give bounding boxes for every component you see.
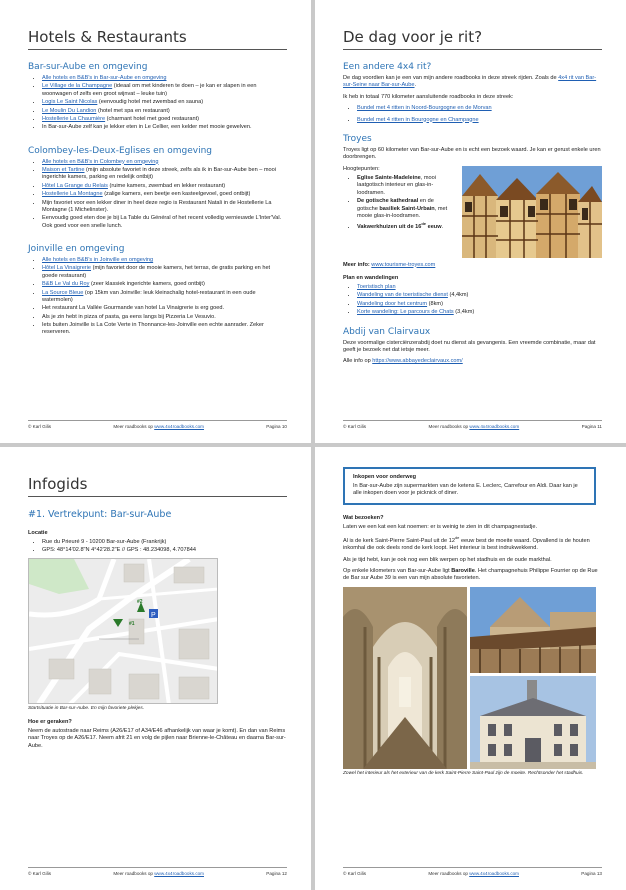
hotel-desc: Iets buiten Joinville is La Cote Verte in Thonnance-les-Joinville een echte aanrader. Zeker reserveren.	[42, 322, 264, 336]
church-interior-photo	[343, 587, 467, 769]
footer-page: Pagina 10	[266, 424, 287, 429]
hotel-desc: Mijn favoriet voor een lekker diner in heel deze regio is Restaurant Natali in de Hostellerie La Montagne (1 Michelinster).	[42, 199, 272, 213]
paragraph: Al is de kerk Saint-Pierre Saint-Paul uit de 12de eeuw best de moeite waard. Opvallend is de houten inkomhal die ook deels rond de kerk loopt. Het interieur is best indrukwekkend.	[343, 535, 590, 552]
list-item	[42, 215, 287, 230]
page-title: Infogids	[28, 475, 287, 497]
page-title: De dag voor je rit?	[343, 28, 602, 50]
hotel-link[interactable]: Le Village de la Champagne	[42, 83, 113, 90]
plan-link[interactable]: Korte wandeling: Le parcours de Chats	[357, 309, 454, 316]
hotel-list-bar-sur-aube	[28, 75, 287, 132]
section-heading: Een andere 4x4 rit?	[343, 62, 432, 72]
subheading: Hoe er geraken?	[28, 718, 72, 725]
hotel-desc: In Bar-sur-Aube zelf kan je lekker eten in Le Cellier, een kelder met mooie gewelven.	[42, 124, 252, 131]
map-label-2: #2	[137, 598, 143, 605]
hotel-desc: (op 15km van Joinville: leuk kleinschalig hotel-restaurant in een oude watermolen)	[42, 289, 256, 303]
page-footer	[343, 420, 602, 429]
paragraph: Neem de autostrade naar Reims (A26/E17 of A34/E46 afhankelijk van waar je komt). En dan van Reims naar Troyes op de A26/E17. Neem afrit 21 en volg de pijlen naar Brienne-le-Château en daarna Bar-sur-Aube.	[28, 727, 286, 749]
hotel-link[interactable]: Logis Le Saint Nicolas	[42, 99, 98, 106]
page-footer	[28, 420, 287, 429]
paragraph: De dag voordien kan je een van mijn andere roadbooks in deze streek rijden. Zoals de 4x4 rit van Bar-sur-Seine naar Bar-sur-Aube.	[343, 75, 597, 89]
church-gallery-icon	[470, 587, 596, 673]
footer-site-link[interactable]: www.4x4roadbooks.com	[469, 424, 520, 429]
section-heading: Troyes	[343, 133, 372, 144]
hotel-desc: (hotel met spa en restaurant)	[96, 107, 170, 114]
list-item	[42, 257, 287, 264]
footer-author: © Karl Gilis	[343, 424, 367, 429]
footer-page: Pagina 13	[581, 871, 602, 876]
section-heading: Bar-sur-Aube en omgeving	[28, 62, 148, 72]
hotel-link[interactable]: Hostellerie La Chaumière	[42, 115, 106, 122]
footer-author: © Karl Gilis	[28, 871, 52, 876]
hotel-link[interactable]: Alle hotels en B&B's in Bar-sur-Aube en omgeving	[42, 75, 167, 81]
hotel-desc: (eenvoudig hotel met zwembad en sauna)	[97, 99, 204, 106]
list-item	[42, 159, 287, 166]
paragraph: Laten we een kat een kat noemen: er is weinig te zien in dit champagnestadje.	[343, 523, 538, 530]
list-item	[42, 75, 287, 82]
paragraph: Ik heb in totaal 770 kilometer aansluitende roadbooks in deze streek:	[343, 93, 514, 100]
list-item: • Wandeling door het centrum (8km)	[357, 301, 602, 308]
hotel-link[interactable]: Le Moulin Du Landion	[42, 107, 97, 114]
half-timbered-houses-icon	[462, 166, 602, 258]
plan-link[interactable]: Toeristisch plan	[357, 284, 396, 290]
list-item: • De gotische kathedraal en de gotische basiliek Saint-Urbain, met mooie glas-in-loodramen.	[357, 198, 456, 220]
footer-site-link[interactable]: www.4x4roadbooks.com	[469, 871, 519, 876]
plan-link[interactable]: Wandeling van de toeristische dienst	[357, 292, 448, 299]
footer-more: Meer roadbooks op www.4x4roadbooks.com	[428, 424, 520, 429]
plan-list	[343, 284, 602, 317]
hotel-desc: (zalige kamers, een beetje een kasteelgevoel, goed ontbijt)	[102, 191, 251, 198]
location-list	[28, 539, 287, 555]
list-item	[42, 200, 287, 215]
hotel-link[interactable]: Alle hotels en B&B's in Colombey en omgeving	[42, 158, 159, 165]
church-exterior-photo	[470, 587, 596, 673]
hotel-list-colombey	[28, 159, 287, 230]
list-item	[42, 290, 287, 305]
list-item: • Wandeling van de toeristische dienst (4,4km)	[357, 292, 602, 299]
hotel-desc: (zeer klassiek ingerichte kamers, goed ontbijt)	[89, 281, 205, 288]
footer-site-link[interactable]: www.4x4roadbooks.com	[154, 871, 204, 876]
list-item: • Korte wandeling: Le parcours de Chats (3,4km)	[357, 309, 602, 316]
list-item: • Rue du Prieuré 9 - 10200 Bar-sur-Aube (Frankrijk)	[42, 539, 287, 546]
paragraph: Als je tijd hebt, kan je ook nog een blik werpen op het stadhuis en de oude markthal.	[343, 556, 552, 563]
section-heading: Colombey-les-Deux-Eglises en omgeving	[28, 145, 212, 156]
bundle-list	[343, 105, 602, 124]
footer-more: Meer roadbooks op www.4x4roadbooks.com	[113, 871, 204, 876]
hotel-link[interactable]: Maison et Tartine	[42, 167, 85, 173]
hotel-desc: (ruime kamers, zwembad en lekker restaurant)	[107, 182, 226, 189]
abbey-link[interactable]: https://www.abbayedeclairvaux.com/	[372, 358, 463, 365]
hotel-desc: Als je zin hebt in pizza of pasta, ga eens langs bij Pizzeria Le Vesuvio.	[42, 313, 216, 320]
bundle-link[interactable]: Bundel met 4 ritten in Bourgogne en Champagne	[357, 116, 479, 123]
section-heading: #1. Vertrekpunt: Bar-sur-Aube	[28, 509, 172, 520]
list-item	[42, 265, 287, 280]
hotel-link[interactable]: Hôtel La Grange du Relais	[42, 182, 108, 189]
subheading: Plan en wandelingen	[343, 275, 399, 281]
list-item	[42, 167, 287, 182]
troyes-houses-photo	[462, 166, 602, 258]
paragraph: Meer info: www.tourisme-troyes.com	[343, 261, 436, 268]
page-12	[0, 447, 311, 890]
paragraph: Troyes ligt op 60 kilometer van Bar-sur-Aube en is echt een bezoek waard. Je kan er gerust enkele uren doorbrengen.	[343, 146, 601, 161]
footer-site-link[interactable]: www.4x4roadbooks.com	[154, 424, 204, 429]
list-item	[42, 322, 287, 337]
start-map[interactable]	[28, 558, 218, 704]
box-heading: Inkopen voor onderweg	[353, 474, 417, 480]
hotel-desc: (mijn favoriet door de mooie kamers, het terras, de gratis parking en het goede restaurant)	[42, 265, 271, 279]
svg-text:P: P	[151, 611, 156, 619]
list-item	[42, 108, 287, 115]
page-footer	[343, 867, 602, 876]
shopping-box	[343, 467, 596, 505]
footer-author: © Karl Gilis	[28, 424, 52, 429]
list-item	[357, 105, 602, 112]
paragraph: Deze voormalige cisterciënzerabdij doet nu dienst als gevangenis. Een vreemde combinatie, maar dat geeft je bezoek net dat ietsje meer.	[343, 339, 596, 353]
footer-page: Pagina 11	[581, 424, 602, 429]
list-item	[42, 183, 287, 190]
hotel-link[interactable]: La Source Bleue	[42, 289, 84, 296]
hotel-desc: Eenvoudig goed eten doe je bij La Table du Général of het recent volledig vernieuwde L'Inter'Val. Ook goed voor een snelle lunch.	[42, 215, 282, 229]
page-footer	[28, 867, 287, 876]
list-item	[42, 116, 287, 123]
photo-caption: Zowel het interieur als het exterieur van de kerk Saint-Pierre Saint-Paul zijn de moeite. Rechtsonder het stadhuis.	[343, 770, 584, 776]
church-nave-icon	[343, 587, 467, 769]
town-hall-photo	[470, 676, 596, 769]
footer-author: © Karl Gilis	[343, 871, 367, 876]
box-text: In Bar-sur-Aube zijn supermarkten van de ketens E. Leclerc, Carrefour en Aldi. Daar kan je alle inkopen doen voor je picknick of diner.	[353, 483, 578, 497]
list-item	[42, 99, 287, 106]
church-photos	[343, 587, 602, 769]
street-map-icon	[29, 559, 218, 704]
map-label-1: #1	[129, 620, 135, 627]
hotel-link[interactable]: Alle hotels en B&B's in Joinville en omgeving	[42, 257, 154, 263]
hotel-link[interactable]: B&B Le Val du Roy	[42, 281, 90, 288]
hotel-link[interactable]: Hostellerie La Montagne	[42, 191, 103, 198]
highlights-list	[343, 175, 456, 231]
plan-link[interactable]: Wandeling door het centrum	[357, 300, 428, 307]
list-item	[42, 191, 287, 198]
hotel-desc: Het restaurant La Vallée Gourmande van hotel La Vinaigrerie is erg goed.	[42, 305, 225, 312]
paragraph: Op enkele kilometers van Bar-sur-Aube ligt Baroville. Het champagnehuis Philippe Fourrier op de Rue de Bar sur Aube 39 is een van mijn absolute favorieten.	[343, 568, 598, 582]
section-heading: Joinville en omgeving	[28, 244, 125, 254]
list-item: • Eglise Sainte-Madeleine, mooi laatgotisch interieur en glas-in-loodramen.	[357, 175, 456, 197]
hotel-desc: (charmant hotel met goed restaurant)	[105, 115, 200, 122]
bundle-link[interactable]: Bundel met 4 ritten in Noord-Bourgogne en de Morvan	[357, 105, 492, 112]
list-item	[42, 305, 287, 312]
page-title: Hotels & Restaurants	[28, 28, 287, 50]
list-item	[42, 124, 287, 131]
page-10	[0, 0, 311, 443]
list-item: • Vakwerkhuizen uit de 16de eeuw.	[357, 221, 456, 231]
footer-more: Meer roadbooks op www.4x4roadbooks.com	[428, 871, 519, 876]
tourism-link[interactable]: www.tourisme-troyes.com	[371, 261, 436, 268]
footer-page: Pagina 12	[266, 871, 287, 876]
list-item: • GPS: 48°14'02.8"N 4°42'28.2"E // GPS : 48.234098, 4.707844	[42, 547, 287, 554]
hotel-link[interactable]: Hôtel La Vinaigrerie	[42, 265, 92, 272]
page-13	[315, 447, 626, 890]
highlights	[343, 166, 456, 258]
list-item	[357, 284, 602, 291]
map-caption: Startsituatie in Bar-sur-Aube. En mijn favoriete plekjes.	[28, 705, 145, 711]
page-11	[315, 0, 626, 443]
subheading: Wat bezoeken?	[343, 514, 384, 521]
footer-more: Meer roadbooks op www.4x4roadbooks.com	[113, 424, 204, 429]
list-item	[42, 314, 287, 321]
section-heading: Abdij van Clairvaux	[343, 326, 431, 337]
list-item	[42, 83, 287, 98]
hotel-list-joinville	[28, 257, 287, 337]
subheading: Locatie	[28, 530, 48, 536]
troyes-block	[343, 166, 602, 258]
list-item	[357, 117, 602, 124]
exterior-photos	[470, 587, 596, 769]
list-item	[42, 281, 287, 288]
hotel-desc: (ideaal om met kinderen te doen – je kan er slapen in een woonwagen of zelfs een groot wijnvat – leuke tuin)	[42, 83, 257, 97]
hotel-desc: (mijn absolute favoriet in deze streek, zelfs als ik in Bar-sur-Aube ben – mooi ingerichte kamers, parking en redelijk ontbijt)	[42, 167, 277, 181]
town-hall-icon	[470, 676, 596, 769]
roadbook-link[interactable]: 4x4 rit van Bar-sur-Seine naar Bar-sur-Aube	[343, 75, 597, 89]
highlights-label: Hoogtepunten:	[343, 165, 380, 172]
paragraph: Alle info op https://www.abbayedeclairvaux.com/	[343, 358, 463, 365]
